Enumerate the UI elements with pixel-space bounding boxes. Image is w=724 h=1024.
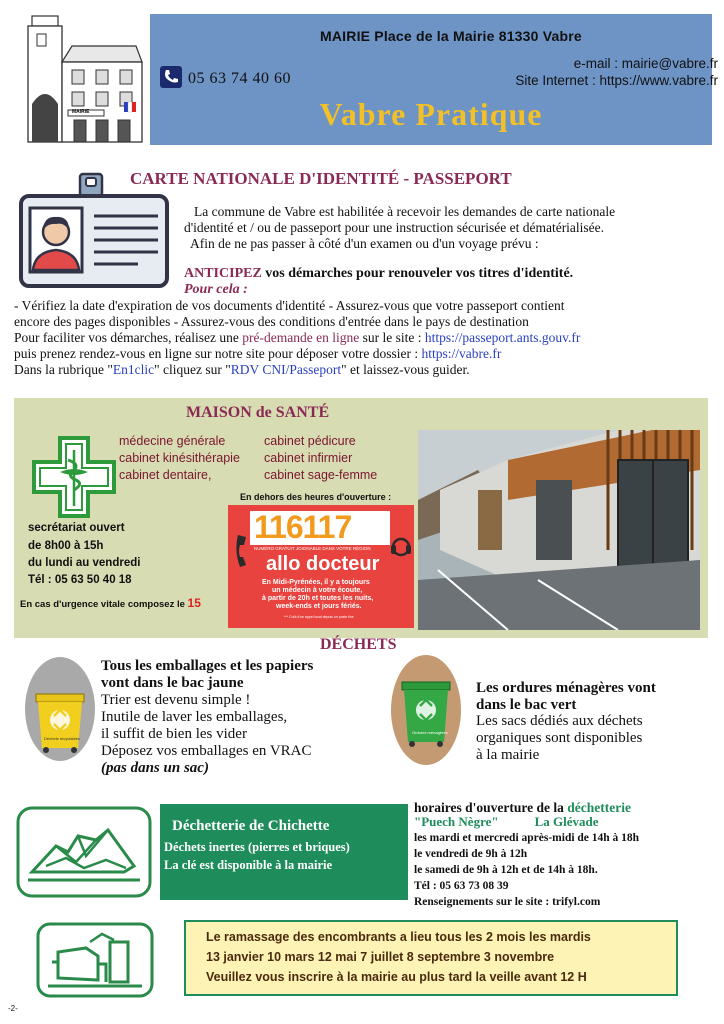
poster-subtitle: NUMÉRO GRATUIT JOIGNABLE DANS VOTRE RÉGION xyxy=(254,546,371,551)
lieu-puech: "Puech Nègre" xyxy=(414,814,499,829)
allo-docteur-poster xyxy=(228,505,414,628)
green-bin-label: Ordures ménagères xyxy=(412,730,448,735)
cni-line-4 xyxy=(14,346,501,362)
poster-title: allo docteur xyxy=(266,553,380,575)
cni-line-1: - Vérifiez la date d'expiration de vos documents d'identité - Assurez-vous que votre passeport contient xyxy=(14,298,565,313)
service-dentaire: cabinet dentaire, xyxy=(119,468,212,482)
ants-link[interactable]: https://passeport.ants.gouv.fr xyxy=(424,330,581,345)
cni-pour-cela: Pour cela : xyxy=(184,282,248,297)
secretariat-phone: Tél : 05 63 50 40 18 xyxy=(28,574,132,586)
lieu-glevade: La Glévade xyxy=(534,814,599,829)
poster-text-1: En Midi-Pyrénées, il y a toujours xyxy=(262,579,370,586)
horaires-phone: Tél : 05 63 73 08 39 xyxy=(414,880,509,892)
hors-heures-label: En dehors des heures d'ouverture : xyxy=(240,492,392,502)
cni-anticipez xyxy=(184,266,573,282)
poster-text-3: à partir de 20h et toutes les nuits, xyxy=(262,595,374,602)
jaune-title-1: Tous les emballages et les papiers xyxy=(101,658,314,674)
cni-line-3 xyxy=(14,330,580,346)
poster-text-4: week-ends et jours fériés. xyxy=(276,603,362,610)
phone-icon xyxy=(160,66,182,88)
vert-title-1: Les ordures ménagères vont xyxy=(476,680,656,696)
vert-line-2: organiques sont disponibles xyxy=(476,730,643,746)
vert-line-3: à la mairie xyxy=(476,747,540,763)
jaune-title-2: vont dans le bac jaune xyxy=(101,675,244,691)
cni-heading: CARTE NATIONALE D'IDENTITÉ - PASSEPORT xyxy=(130,169,512,188)
horaires-dechetterie: déchetterie xyxy=(567,800,631,815)
jaune-line-3: il suffit de bien les vider xyxy=(101,726,247,742)
bulky-waste-icon xyxy=(36,922,154,998)
jaune-line-2: Inutile de laver les emballages, xyxy=(101,709,288,725)
dechets-heading: DÉCHETS xyxy=(320,636,397,653)
pre-demande-link[interactable]: pré-demande en ligne xyxy=(242,330,360,345)
line-3-text: Pour faciliter vos démarches, réalisez une xyxy=(14,330,243,345)
pharmacy-cross-icon xyxy=(32,436,116,518)
line-4-text: puis prenez rendez-vous en ligne sur notre site pour déposer votre dossier : xyxy=(14,346,422,361)
yellow-bin-icon xyxy=(24,656,96,762)
maison-sante-photo xyxy=(418,430,700,630)
horaires-text: horaires d'ouverture de la xyxy=(414,800,568,815)
phone-handset-icon xyxy=(232,533,254,569)
line-3-text-2: sur le site : xyxy=(359,330,425,345)
chichette-box xyxy=(160,804,408,900)
sante-heading: MAISON de SANTÉ xyxy=(186,404,330,421)
jaune-note: (pas dans un sac) xyxy=(101,760,209,776)
poster-text-2: un médecin à votre écoute, xyxy=(272,587,363,594)
jaune-line-4: Déposez vos emballages en VRAC xyxy=(101,743,312,759)
encombrants-box xyxy=(184,920,678,996)
header-site: Site Internet : https://www.vabre.fr xyxy=(515,73,718,88)
encombrants-line-3: Veuillez vous inscrire à la mairie au plus tard la veille avant 12 H xyxy=(206,970,587,984)
town-hall-illustration xyxy=(12,14,146,144)
header-banner xyxy=(150,14,718,145)
cni-intro-1: La commune de Vabre est habilitée à recevoir les demandes de carte nationale xyxy=(194,204,616,219)
line-5-text: Dans la rubrique " xyxy=(14,362,113,377)
service-sage-femme: cabinet sage-femme xyxy=(264,468,378,482)
service-kine: cabinet kinésithérapie xyxy=(119,451,240,465)
urgence-text: En cas d'urgence vitale composez le xyxy=(20,599,188,610)
chichette-title: Déchetterie de Chichette xyxy=(172,818,330,834)
horaires-site: Renseignements sur le site : trifyl.com xyxy=(414,896,601,908)
horaires-line-2: le vendredi de 9h à 12h xyxy=(414,848,528,860)
poster-number: 116117 xyxy=(254,509,352,545)
service-infirmier: cabinet infirmier xyxy=(264,451,353,465)
encombrants-dates: 13 janvier 10 mars 12 mai 7 juillet 8 septembre 3 novembre xyxy=(206,950,555,964)
page-title: Vabre Pratique xyxy=(319,96,543,132)
anticipez-word: ANTICIPEZ xyxy=(184,266,262,281)
horaires-line-3: le samedi de 9h à 12h et de 14h à 18h. xyxy=(414,864,598,876)
vabre-link[interactable]: https://vabre.fr xyxy=(421,346,502,361)
service-pedicure: cabinet pédicure xyxy=(264,434,356,448)
urgence-line xyxy=(20,596,201,610)
vert-title-2: dans le bac vert xyxy=(476,697,577,713)
rubble-icon xyxy=(16,806,152,898)
cni-line-5 xyxy=(14,362,470,378)
id-card-icon xyxy=(18,172,170,290)
building-sign: MAIRIE xyxy=(72,109,90,115)
secretariat-line-2: de 8h00 à 15h xyxy=(28,540,104,552)
page-number: -2- xyxy=(8,1004,18,1013)
encombrants-line-1: Le ramassage des encombrants a lieu tous les 2 mois les mardis xyxy=(206,930,591,944)
line-5-text-2: " cliquez sur " xyxy=(154,362,231,377)
rdv-cni-link[interactable]: RDV CNI/Passeport xyxy=(230,362,342,377)
header-address: MAIRIE Place de la Mairie 81330 Vabre xyxy=(320,28,582,44)
chichette-line-1: Déchets inertes (pierres et briques) xyxy=(164,840,350,854)
cni-intro-3: Afin de ne pas passer à côté d'un examen ou d'un voyage prévu : xyxy=(190,236,539,251)
secretariat-line-3: du lundi au vendredi xyxy=(28,557,141,569)
chichette-line-2: La clé est disponible à la mairie xyxy=(164,858,333,872)
anticipez-rest: vos démarches pour renouveler vos titres d'identité. xyxy=(261,266,574,281)
vert-line-1: Les sacs dédiés aux déchets xyxy=(476,713,643,729)
urgence-number: 15 xyxy=(187,596,201,610)
horaires-line-1: les mardi et mercredi après-midi de 14h à 18h xyxy=(414,832,640,844)
header-phone: 05 63 74 40 60 xyxy=(188,70,291,87)
headset-icon xyxy=(390,533,412,563)
service-medecine: médecine générale xyxy=(119,434,226,448)
cni-line-2: encore des pages disponibles - Assurez-vous des conditions d'entrée dans le pays de destination xyxy=(14,314,529,329)
cni-intro-2: d'identité et / ou de passeport pour une instruction sécurisée et dématérialisée. xyxy=(184,220,605,235)
secretariat-line-1: secrétariat ouvert xyxy=(28,522,125,534)
en1clic-link[interactable]: En1clic xyxy=(112,362,155,377)
line-5-text-3: " et laissez-vous guider. xyxy=(341,362,470,377)
yellow-bin-label: Déchets recyclables xyxy=(44,736,80,741)
jaune-line-1: Trier est devenu simple ! xyxy=(101,692,251,708)
poster-footer: *** Coût d'un appel local depuis un poste fixe xyxy=(284,615,354,619)
header-email: e-mail : mairie@vabre.fr xyxy=(573,56,718,71)
green-bin-icon xyxy=(390,654,462,766)
horaires-lieu xyxy=(414,814,599,830)
